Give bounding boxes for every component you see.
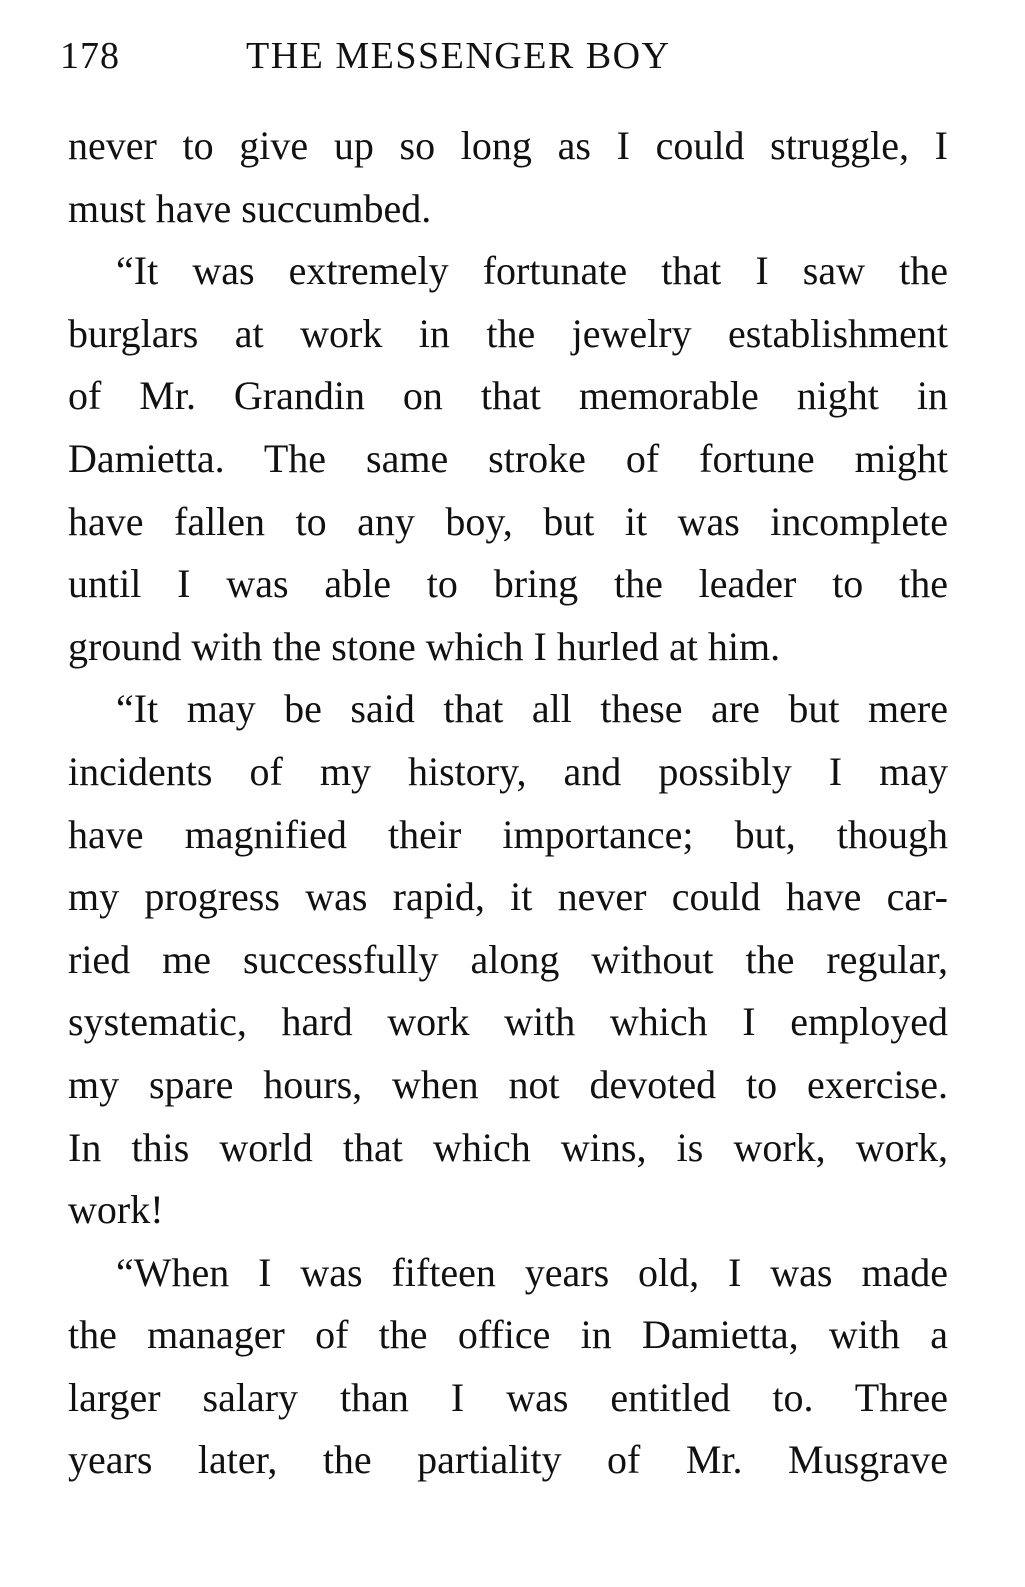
body-text	[68, 115, 948, 1492]
text-line: “It was extremely fortunate that I saw the	[116, 248, 948, 294]
text-line: burglars at work in the jewelry establishment	[68, 310, 948, 356]
text-line: years later, the partiality of Mr. Musgrave	[68, 1437, 948, 1483]
text-line: work!	[68, 1187, 164, 1233]
running-title: THE MESSENGER BOY	[246, 35, 671, 77]
text-line: my spare hours, when not devoted to exercise.	[68, 1061, 948, 1107]
text-line: my progress was rapid, it never could have car-	[68, 874, 948, 920]
text-line: of Mr. Grandin on that memorable night in	[68, 373, 948, 419]
text-line: have magnified their importance; but, though	[68, 811, 948, 857]
text-line: “It may be said that all these are but mere	[116, 686, 948, 732]
text-line: ground with the stone which I hurled at him.	[68, 623, 781, 669]
text-line: the manager of the office in Damietta, with a	[68, 1312, 948, 1358]
text-line: Damietta. The same stroke of fortune might	[68, 435, 948, 481]
text-line: must have succumbed.	[68, 185, 432, 231]
text-line: ried me successfully along without the regular,	[68, 936, 948, 982]
book-page	[60, 30, 948, 1492]
text-line: until I was able to bring the leader to the	[68, 561, 948, 607]
page-number: 178	[60, 35, 120, 77]
text-line: never to give up so long as I could struggle, I	[68, 123, 948, 168]
text-line: incidents of my history, and possibly I may	[68, 748, 948, 794]
running-head	[60, 30, 948, 82]
text-line: larger salary than I was entitled to. Three	[68, 1374, 948, 1420]
text-line: In this world that which wins, is work, work,	[68, 1124, 948, 1170]
text-line: systematic, hard work with which I employed	[68, 999, 948, 1045]
text-line: have fallen to any boy, but it was incomplete	[68, 498, 948, 544]
text-line: “When I was fifteen years old, I was made	[116, 1249, 948, 1295]
